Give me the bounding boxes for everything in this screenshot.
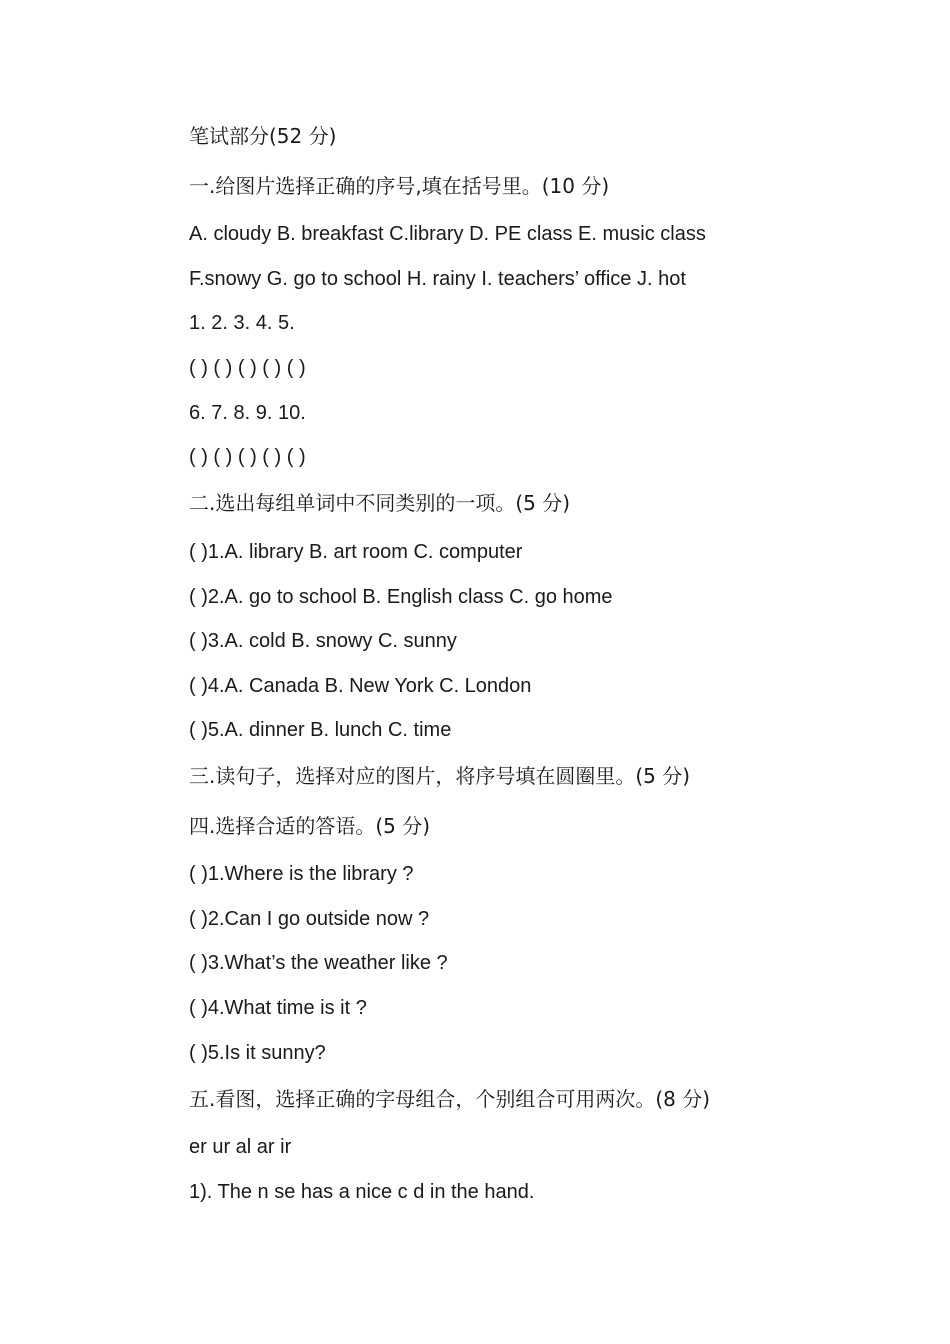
section1-heading: 一.给图片选择正确的序号,填在括号里。(10 分) [189, 174, 610, 198]
section2-item: ( )1.A. library B. art room C. computer [189, 541, 523, 563]
section4-heading: 四.选择合适的答语。(5 分) [189, 814, 431, 838]
section1-brackets-row1: ( ) ( ) ( ) ( ) ( ) [189, 357, 306, 379]
section2-heading: 二.选出每组单词中不同类别的一项。(5 分) [189, 491, 571, 515]
section4-item: ( )5.Is it sunny? [189, 1042, 326, 1064]
section2-item: ( )4.A. Canada B. New York C. London [189, 675, 532, 697]
section4-item: ( )1.Where is the library ? [189, 863, 414, 885]
section2-item: ( )5.A. dinner B. lunch C. time [189, 719, 452, 741]
section5-letter-groups: er ur al ar ir [189, 1136, 292, 1158]
section1-numbers-row1: 1. 2. 3. 4. 5. [189, 312, 295, 334]
section4-item: ( )3.What’s the weather like ? [189, 952, 448, 974]
section1-options-line2: F.snowy G. go to school H. rainy I. teachers’ office J. hot [189, 268, 686, 290]
section4-item: ( )4.What time is it ? [189, 997, 367, 1019]
section2-item: ( )2.A. go to school B. English class C. go home [189, 586, 613, 608]
section5-heading: 五.看图，选择正确的字母组合，个别组合可用两次。(8 分) [189, 1087, 711, 1111]
section2-item: ( )3.A. cold B. snowy C. sunny [189, 630, 457, 652]
section3-heading: 三.读句子，选择对应的图片，将序号填在圆圈里。(5 分) [189, 764, 691, 788]
exam-section-title: 笔试部分(52 分) [189, 124, 337, 148]
section5-item: 1). The n se has a nice c d in the hand. [189, 1181, 535, 1203]
section1-numbers-row2: 6. 7. 8. 9. 10. [189, 402, 306, 424]
section1-options-line1: A. cloudy B. breakfast C.library D. PE class E. music class [189, 223, 706, 245]
section1-brackets-row2: ( ) ( ) ( ) ( ) ( ) [189, 446, 306, 468]
section4-item: ( )2.Can I go outside now ? [189, 908, 430, 930]
